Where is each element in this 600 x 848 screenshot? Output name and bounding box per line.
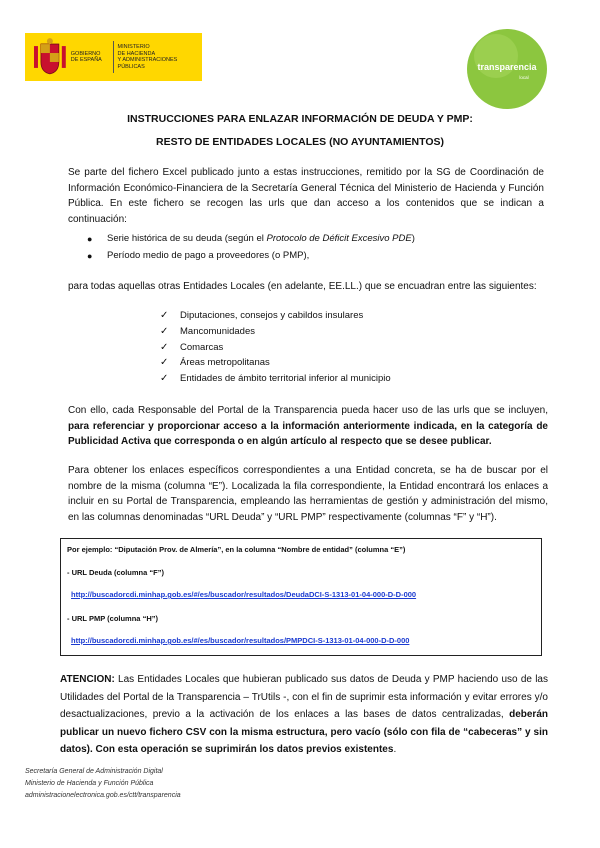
bullet-deuda: ● Serie histórica de su deuda (según el Protocolo de Déficit Excesivo PDE)	[87, 233, 415, 244]
entity-item: ✓ Entidades de ámbito territorial inferior al municipio	[160, 373, 391, 384]
bullet-icon: ●	[87, 251, 93, 261]
entity-item: ✓ Mancomunidades	[160, 326, 255, 337]
links-paragraph: Para obtener los enlaces específicos correspondientes a una Entidad concreta, se ha de buscar por el nombre de la misma (columna “E”). Localizada la fila correspondiente, la Entidad encontrará los enlaces a incluir en su Portal de Transparencia, empleando las herramientas de gestión y administración del mismo, en las columnas denominadas “URL Deuda” y “URL PMP” respectivamente (columnas “F” y “H”).	[68, 465, 548, 523]
example-intro: Por ejemplo: “Diputación Prov. de Almería”, en la columna “Nombre de entidad” (columna “E”)	[67, 545, 406, 554]
check-icon: ✓	[160, 342, 169, 353]
example-box	[60, 538, 542, 656]
transparencia-logo	[466, 28, 548, 110]
page-title-line2: RESTO DE ENTIDADES LOCALES (NO AYUNTAMIENTOS)	[156, 136, 444, 148]
coat-of-arms-icon	[33, 38, 67, 76]
entity-item: ✓ Diputaciones, consejos y cabildos insulares	[160, 310, 364, 321]
gov-name: GOBIERNO DE ESPAÑA	[70, 50, 102, 63]
bullet-icon: ●	[87, 234, 93, 244]
entities-intro: para todas aquellas otras Entidades Locales (en adelante, EE.LL.) que se encuadran entre las siguientes:	[68, 281, 537, 292]
transparencia-logo-text: transparencia	[477, 62, 537, 72]
pmp-url-link[interactable]: http://buscadorcdi.minhap.gob.es/#/es/buscador/resultados/PMPDCI-S-1313-01-04-000-D-D-000	[71, 636, 410, 645]
deuda-label: - URL Deuda (columna “F”)	[67, 568, 164, 577]
transparencia-logo-sub: local	[519, 75, 529, 80]
ministry-name: MINISTERIO DE HACIENDA Y ADMINISTRACIONES PÚBLICAS	[117, 44, 178, 70]
check-icon: ✓	[160, 326, 169, 337]
gov-divider	[113, 41, 114, 73]
responsable-paragraph: Con ello, cada Responsable del Portal de la Transparencia pueda hacer uso de las urls que se incluyen, para referenciar y proporcionar acceso a la información anteriormente indicada, en la categoría de Publicidad Activa que corresponda o en algún artículo al respecto que se desee publicar.	[68, 405, 548, 447]
check-icon: ✓	[160, 357, 169, 368]
footer-line: administracionelectronica.gob.es/ctt/transparencia	[25, 792, 181, 799]
atencion-paragraph: ATENCION: Las Entidades Locales que hubieran publicado sus datos de Deuda y PMP haciendo uso de las Utilidades del Portal de la Transparencia – TrUtils -, con el fin de suprimir esta información y evitar errores y/o desactualizaciones, previo a la activación de los enlaces a las bases de datos centralizadas, deberán publicar un nuevo fichero CSV con la misma estructura, pero vacío (sólo con fila de “cabeceras” y sin datos). Con esta operación se suprimirán los datos previos existentes.	[60, 674, 548, 755]
intro-paragraph: Se parte del fichero Excel publicado junto a estas instrucciones, remitido por la SG de Coordinación de Información Económico-Financiera de la Secretaría General Técnica del Ministerio de Hacienda y Función Pública. En este fichero se recogen las urls que dan acceso a los contenidos que se indican a continuación:	[68, 167, 544, 225]
footer	[25, 766, 181, 802]
page-title-line1: INSTRUCCIONES PARA ENLAZAR INFORMACIÓN DE DEUDA Y PMP:	[127, 113, 473, 125]
entity-item: ✓ Áreas metropolitanas	[160, 357, 270, 368]
pmp-label: - URL PMP (columna “H”)	[67, 614, 158, 623]
check-icon: ✓	[160, 310, 169, 321]
footer-line: Ministerio de Hacienda y Función Pública	[25, 780, 154, 787]
government-logo	[25, 33, 202, 81]
entity-item: ✓ Comarcas	[160, 342, 224, 353]
deuda-url-link[interactable]: http://buscadorcdi.minhap.gob.es/#/es/buscador/resultados/DeudaDCI-S-1313-01-04-000-D-D-000	[71, 590, 417, 599]
footer-line: Secretaría General de Administración Digital	[25, 768, 163, 775]
check-icon: ✓	[160, 373, 169, 384]
bullet-pmp: ● Período medio de pago a proveedores (o PMP),	[87, 250, 310, 261]
